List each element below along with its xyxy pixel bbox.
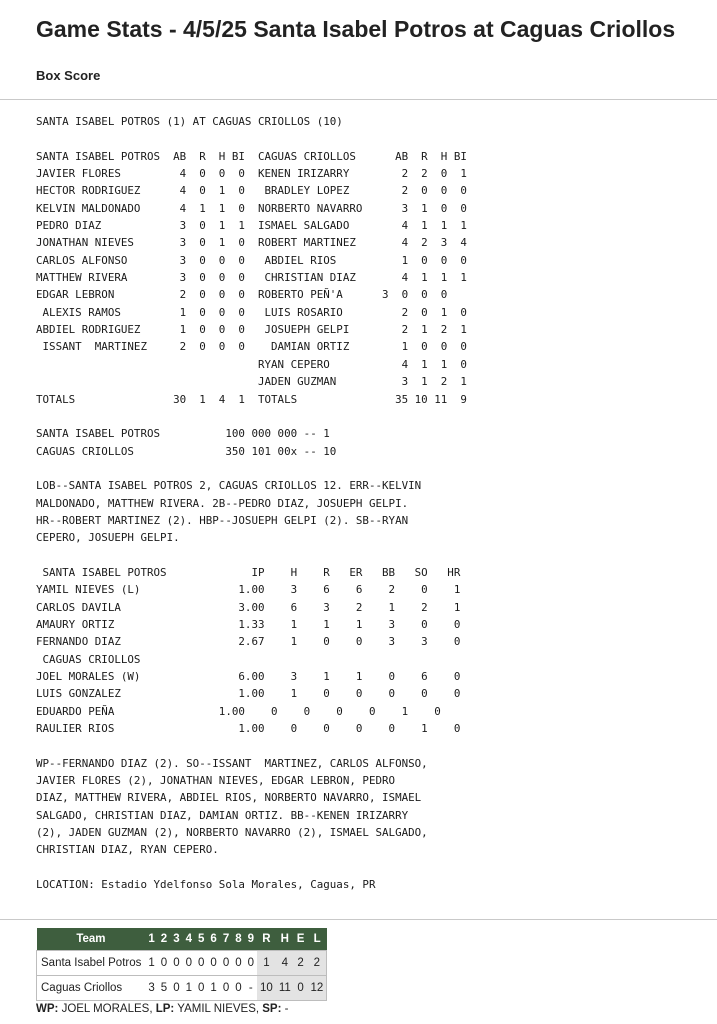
box-score-line: JONATHAN NIEVES 3 0 1 0 ROBERT MARTINEZ 4 2 3 4 — [36, 236, 467, 250]
box-score-line: SANTA ISABEL POTROS 100 000 000 -- 1 — [36, 427, 330, 441]
header-inning-7: 7 — [220, 928, 232, 951]
inning-score: 0 — [183, 951, 195, 976]
divider — [0, 99, 717, 100]
header-inning-4: 4 — [183, 928, 195, 951]
box-score-line: WP--FERNANDO DIAZ (2). SO--ISSANT MARTINEZ, CARLOS ALFONSO, — [36, 756, 428, 770]
inning-score: - — [245, 976, 257, 1001]
box-score-line: EDGAR LEBRON 2 0 0 0 ROBERTO PEÑ'A 3 0 0 0 — [36, 288, 448, 302]
inning-score: 0 — [170, 951, 182, 976]
inning-score: 0 — [207, 951, 219, 976]
box-score-line: RYAN CEPERO 4 1 1 0 — [36, 357, 467, 371]
header-inning-9: 9 — [245, 928, 257, 951]
box-score-line: HR--ROBERT MARTINEZ (2). HBP--JOSUEPH GELPI (2). SB--RYAN — [36, 513, 409, 527]
box-score-line: FERNANDO DIAZ 2.67 1 0 0 3 3 0 — [36, 635, 461, 649]
inning-score: 1 — [145, 951, 157, 976]
box-score-line: LUIS GONZALEZ 1.00 1 0 0 0 0 0 — [36, 687, 461, 701]
header-inning-5: 5 — [195, 928, 207, 951]
box-score-line: CAGUAS CRIOLLOS — [36, 652, 141, 666]
header-inning-6: 6 — [207, 928, 219, 951]
box-score-line: CEPERO, JOSUEPH GELPI. — [36, 531, 180, 545]
total-runs: 10 — [257, 976, 276, 1001]
pitcher-decisions: WP: JOEL MORALES, LP: YAMIL NIEVES, SP: - — [36, 1003, 289, 1015]
box-score-line: SANTA ISABEL POTROS IP H R ER BB SO HR — [36, 565, 461, 579]
box-score-line: SALGADO, CHRISTIAN DIAZ, DAMIAN ORTIZ. BB--KENEN IRIZARRY — [36, 808, 409, 822]
total-lob: 2 — [307, 951, 326, 976]
header-team: Team — [37, 928, 146, 951]
linescore-row-away — [37, 951, 327, 976]
inning-score: 0 — [220, 951, 232, 976]
box-score-line: KELVIN MALDONADO 4 1 1 0 NORBERTO NAVARRO 3 1 0 0 — [36, 201, 467, 215]
box-score-line: AMAURY ORTIZ 1.33 1 1 1 3 0 0 — [36, 617, 461, 631]
box-score-line: LOCATION: Estadio Ydelfonso Sola Morales, Caguas, PR — [36, 878, 376, 892]
box-score-line: TOTALS 30 1 4 1 TOTALS 35 10 11 9 — [36, 392, 467, 406]
box-score-line: PEDRO DIAZ 3 0 1 1 ISMAEL SALGADO 4 1 1 1 — [36, 219, 467, 233]
box-score-text — [36, 113, 467, 893]
inning-score: 0 — [195, 951, 207, 976]
box-score-line: LOB--SANTA ISABEL POTROS 2, CAGUAS CRIOLLOS 12. ERR--KELVIN — [36, 479, 422, 493]
header-inning-8: 8 — [232, 928, 244, 951]
header-lob: L — [307, 928, 326, 951]
total-runs: 1 — [257, 951, 276, 976]
inning-score: 3 — [145, 976, 157, 1001]
box-score-line: JAVIER FLORES 4 0 0 0 KENEN IRIZARRY 2 2 0 1 — [36, 167, 467, 181]
box-score-line: YAMIL NIEVES (L) 1.00 3 6 6 2 0 1 — [36, 583, 461, 597]
losing-pitcher: YAMIL NIEVES — [177, 1003, 256, 1015]
inning-score: 0 — [195, 976, 207, 1001]
box-score-line: ABDIEL RODRIGUEZ 1 0 0 0 JOSUEPH GELPI 2 1 2 1 — [36, 323, 467, 337]
box-score-line: ISSANT MARTINEZ 2 0 0 0 DAMIAN ORTIZ 1 0 0 0 — [36, 340, 467, 354]
total-hits: 11 — [276, 976, 294, 1001]
header-runs: R — [257, 928, 276, 951]
box-score-line: HECTOR RODRIGUEZ 4 0 1 0 BRADLEY LOPEZ 2 0 0 0 — [36, 184, 467, 198]
losing-pitcher-label: LP: — [155, 1003, 175, 1015]
total-errors: 0 — [294, 976, 308, 1001]
box-score-line: SANTA ISABEL POTROS (1) AT CAGUAS CRIOLLOS (10) — [36, 115, 343, 128]
box-score-line: JOEL MORALES (W) 6.00 3 1 1 0 6 0 — [36, 670, 461, 683]
save-pitcher-label: SP: — [262, 1003, 282, 1015]
save-pitcher: - — [284, 1003, 289, 1015]
box-score-line: MALDONADO, MATTHEW RIVERA. 2B--PEDRO DIAZ, JOSUEPH GELPI. — [36, 496, 409, 510]
team-name: Santa Isabel Potros — [37, 951, 146, 976]
total-errors: 2 — [294, 951, 308, 976]
linescore-row-home — [37, 976, 327, 1001]
box-score-line: EDUARDO PEÑA 1.00 0 0 0 0 1 0 — [36, 704, 441, 718]
inning-score: 0 — [245, 951, 257, 976]
inning-score: 1 — [183, 976, 195, 1001]
box-score-line: DIAZ, MATTHEW RIVERA, ABDIEL RIOS, NORBERTO NAVARRO, ISMAEL — [36, 791, 422, 805]
inning-score: 0 — [170, 976, 182, 1001]
box-score-line: CARLOS DAVILA 3.00 6 3 2 1 2 1 — [36, 600, 461, 614]
inning-score: 5 — [158, 976, 170, 1001]
box-score-line: (2), JADEN GUZMAN (2), NORBERTO NAVARRO (2), ISMAEL SALGADO, — [36, 826, 428, 840]
inning-score: 0 — [232, 976, 244, 1001]
box-score-line: SANTA ISABEL POTROS AB R H BI CAGUAS CRIOLLOS AB R H BI — [36, 149, 467, 163]
box-score-line: ALEXIS RAMOS 1 0 0 0 LUIS ROSARIO 2 0 1 0 — [36, 305, 467, 319]
winning-pitcher-label: WP: — [36, 1003, 59, 1015]
box-score-line: MATTHEW RIVERA 3 0 0 0 CHRISTIAN DIAZ 4 1 1 1 — [36, 271, 467, 285]
header-hits: H — [276, 928, 294, 951]
total-lob: 12 — [307, 976, 326, 1001]
inning-score: 1 — [207, 976, 219, 1001]
total-hits: 4 — [276, 951, 294, 976]
section-heading: Box Score — [36, 68, 101, 83]
inning-score: 0 — [220, 976, 232, 1001]
box-score-line: JADEN GUZMAN 3 1 2 1 — [36, 375, 467, 389]
header-errors: E — [294, 928, 308, 951]
box-score-line: CAGUAS CRIOLLOS 350 101 00x -- 10 — [36, 444, 337, 458]
header-inning-3: 3 — [170, 928, 182, 951]
box-score-line: JAVIER FLORES (2), JONATHAN NIEVES, EDGAR LEBRON, PEDRO — [36, 774, 396, 788]
winning-pitcher: JOEL MORALES — [61, 1003, 150, 1015]
header-inning-1: 1 — [145, 928, 157, 951]
page-title: Game Stats - 4/5/25 Santa Isabel Potros at Caguas Criollos — [36, 16, 676, 42]
box-score-line: RAULIER RIOS 1.00 0 0 0 0 1 0 — [36, 722, 461, 736]
linescore-table — [36, 928, 327, 1001]
box-score-line: CARLOS ALFONSO 3 0 0 0 ABDIEL RIOS 1 0 0 0 — [36, 253, 467, 267]
inning-score: 0 — [158, 951, 170, 976]
header-inning-2: 2 — [158, 928, 170, 951]
team-name: Caguas Criollos — [37, 976, 146, 1001]
linescore-header-row — [37, 928, 327, 951]
divider — [0, 919, 717, 920]
box-score-line: CHRISTIAN DIAZ, RYAN CEPERO. — [36, 843, 219, 857]
inning-score: 0 — [232, 951, 244, 976]
